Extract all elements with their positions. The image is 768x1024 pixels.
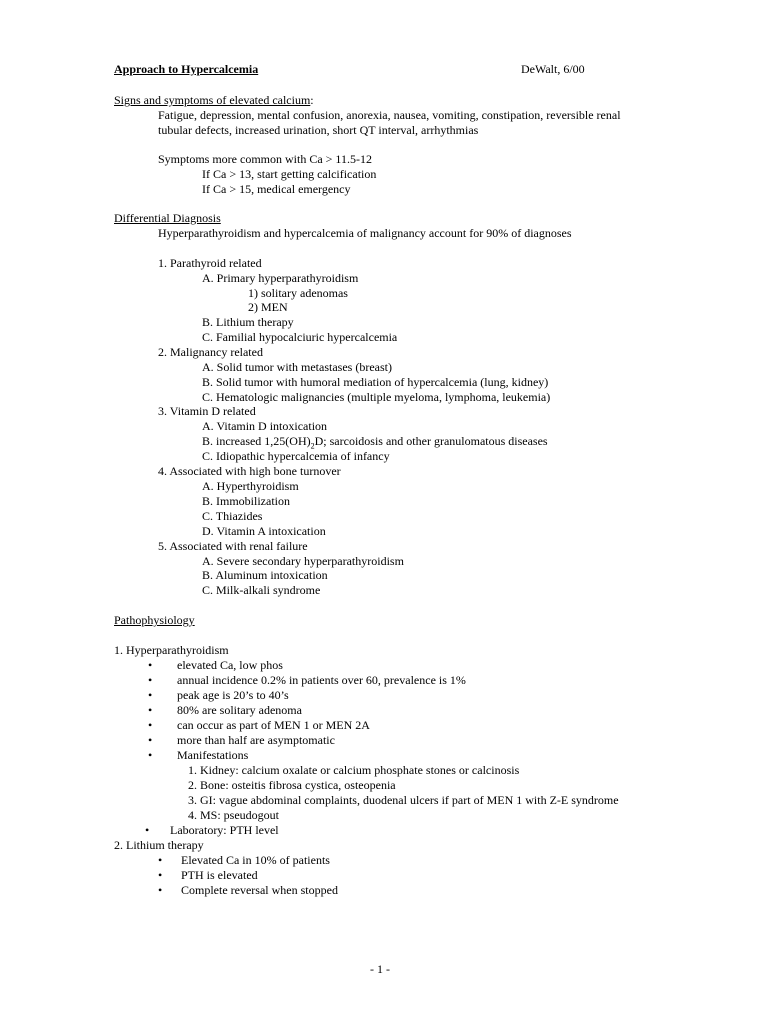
diff-item-2c: C. Hematologic malignancies (multiple myeloma, lymphoma, leukemia) [202,390,551,404]
diff-item-1c: C. Familial hypocalciuric hypercalcemia [202,330,398,344]
manifestation-ms: 4. MS: pseudogout [188,808,280,822]
bullet-icon: • [148,688,153,702]
manifestation-kidney: 1. Kidney: calcium oxalate or calcium phosphate stones or calcinosis [188,763,520,777]
signs-text-line1: Fatigue, depression, mental confusion, anorexia, nausea, vomiting, constipation, reversible renal [158,108,621,122]
diff-item-3c: C. Idiopathic hypercalcemia of infancy [202,449,390,463]
differential-heading: Differential Diagnosis [114,211,221,225]
signs-heading: Signs and symptoms of elevated calcium [114,93,311,107]
diff-item-5b: B. Aluminum intoxication [202,568,328,582]
bullet-text: 80% are solitary adenoma [177,703,302,717]
bullet-icon: • [158,868,163,882]
bullet-text: Laboratory: PTH level [170,823,279,837]
diff-item-2a: A. Solid tumor with metastases (breast) [202,360,392,374]
signs-heading-colon: : [310,93,314,107]
bullet-text: Complete reversal when stopped [181,883,338,897]
diff-item-1b: B. Lithium therapy [202,315,294,329]
bullet-text: elevated Ca, low phos [177,658,283,672]
differential-intro: Hyperparathyroidism and hypercalcemia of malignancy account for 90% of diagnoses [158,226,572,240]
document-title: Approach to Hypercalcemia [114,62,259,76]
bullet-icon: • [148,718,153,732]
bullet-text: can occur as part of MEN 1 or MEN 2A [177,718,370,732]
pathophysiology-heading: Pathophysiology [114,613,195,627]
bullet-text: PTH is elevated [181,868,258,882]
signs-heading-row [114,93,314,108]
diff-group-4: 4. Associated with high bone turnover [158,464,341,478]
bullet-icon: • [158,853,163,867]
bullet-icon: • [158,883,163,897]
diff-item-2b: B. Solid tumor with humoral mediation of hypercalcemia (lung, kidney) [202,375,549,389]
diff-item-4b: B. Immobilization [202,494,290,508]
symptoms-common-note: Symptoms more common with Ca > 11.5-12 [158,152,372,166]
bullet-text: peak age is 20’s to 40’s [177,688,289,702]
diff-group-1: 1. Parathyroid related [158,256,262,270]
bullet-icon: • [145,823,150,837]
diff-item-1a1: 1) solitary adenomas [248,286,348,300]
signs-text-line2: tubular defects, increased urination, short QT interval, arrhythmias [158,123,479,137]
diff-item-3b [202,434,548,449]
bullet-icon: • [148,658,153,672]
bullet-text: annual incidence 0.2% in patients over 60, prevalence is 1% [177,673,466,687]
manifestation-bone: 2. Bone: osteitis fibrosa cystica, osteopenia [188,778,396,792]
manifestation-gi: 3. GI: vague abdominal complaints, duodenal ulcers if part of MEN 1 with Z-E syndrome [188,793,619,807]
author-date: DeWalt, 6/00 [521,62,585,76]
diff-item-3b-subscript: 2 [310,441,315,451]
diff-item-5c: C. Milk-alkali syndrome [202,583,321,597]
patho-item-2: 2. Lithium therapy [114,838,204,852]
patho-item-1: 1. Hyperparathyroidism [114,643,229,657]
calcification-note: If Ca > 13, start getting calcification [202,167,377,181]
diff-item-3b-post: D; sarcoidosis and other granulomatous diseases [314,434,548,448]
bullet-icon: • [148,703,153,717]
diff-group-3: 3. Vitamin D related [158,404,256,418]
bullet-icon: • [148,748,153,762]
diff-item-4c: C. Thiazides [202,509,263,523]
diff-group-2: 2. Malignancy related [158,345,263,359]
diff-item-3a: A. Vitamin D intoxication [202,419,328,433]
bullet-icon: • [148,673,153,687]
diff-item-3b-pre: B. increased 1,25(OH) [202,434,311,448]
emergency-note: If Ca > 15, medical emergency [202,182,351,196]
diff-item-5a: A. Severe secondary hyperparathyroidism [202,554,404,568]
page-number: - 1 - [370,962,390,976]
diff-item-1a: A. Primary hyperparathyroidism [202,271,359,285]
bullet-text: more than half are asymptomatic [177,733,335,747]
bullet-text: Elevated Ca in 10% of patients [181,853,330,867]
bullet-icon: • [148,733,153,747]
bullet-text: Manifestations [177,748,249,762]
diff-item-1a2: 2) MEN [248,300,288,314]
diff-item-4d: D. Vitamin A intoxication [202,524,326,538]
diff-group-5: 5. Associated with renal failure [158,539,308,553]
diff-item-4a: A. Hyperthyroidism [202,479,299,493]
